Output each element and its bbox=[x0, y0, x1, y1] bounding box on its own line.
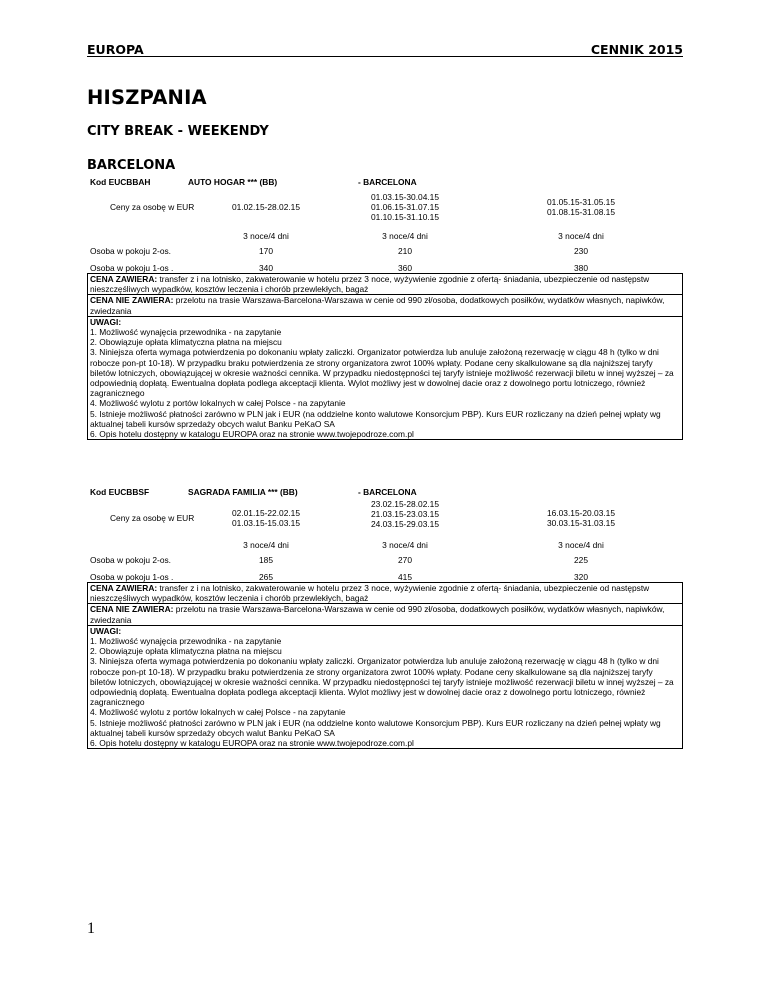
page-number: 1 bbox=[87, 920, 95, 937]
offer-notes bbox=[87, 273, 683, 440]
price-cell: 270 bbox=[398, 555, 412, 565]
period-date: 24.03.15-29.03.15 bbox=[371, 519, 439, 530]
nights-1: 3 noce/4 dni bbox=[243, 540, 289, 550]
uwagi-item: 2. Obowiązuje opłata klimatyczna płatna na miejscu bbox=[90, 646, 282, 657]
uwagi-item: 6. Opis hotelu dostępny w katalogu EUROPA oraz na stronie www.twojepodroze.com.pl bbox=[90, 429, 414, 440]
uwagi-item: 2. Obowiązuje opłata klimatyczna płatna na miejscu bbox=[90, 337, 282, 348]
period-date: 01.03.15-30.04.15 bbox=[371, 192, 439, 202]
city-title: BARCELONA bbox=[87, 158, 176, 173]
period-col-3 bbox=[481, 197, 681, 217]
uwagi-item: 3. Niniejsza oferta wymaga potwierdzenia po dokonaniu wpłaty zaliczki. Organizator potwierdza lub anuluje założoną rezerwację w ciągu 48 h (tylko w dni robocze pon-pt 10-18). W przypadku braku potwierdzenia ze strony organizatora zwrot 100% wpłaty. Podane ceny skalkulowane są dla najniższej taryfy biletów lotniczych, obowiązującej w okresie ważności cennika. W przypadku niedostępności tej taryfy istnieje możliwość rezerwacji biletu w innej wyższej – za odpowiednią dopłatą. Ewentualna dopłata podlega akceptacji klienta. Wylot możliwy jest w dowolnej dacie oraz z dowolnego portu lotniczego, również zagranicznego bbox=[90, 347, 674, 399]
uwagi-item: 3. Niniejsza oferta wymaga potwierdzenia po dokonaniu wpłaty zaliczki. Organizator potwierdza lub anuluje założoną rezerwację w ciągu 48 h (tylko w dni robocze pon-pt 10-18). W przypadku braku potwierdzenia ze strony organizatora zwrot 100% wpłaty. Podane ceny skalkulowane są dla najniższej taryfy biletów lotniczych, obowiązującej w okresie ważności cennika. W przypadku niedostępności tej taryfy istnieje możliwość rezerwacji biletu w innej wyższej – za odpowiednią dopłatą. Ewentualna dopłata podlega akceptacji klienta. Wylot możliwy jest w dowolnej dacie oraz z dowolnego portu lotniczego, również zagranicznego bbox=[90, 656, 674, 708]
header-left: EUROPA bbox=[87, 42, 144, 57]
uwagi-item: 5. Istnieje możliwość płatności zarówno w PLN jak i EUR (na oddzielne konto walutowe Konsorcjum PBP). Kurs EUR rozliczany na dzień pełnej wpłaty wg aktualnej tabeli kursów sprzedaży obcych walut Banku PeKaO SA bbox=[90, 408, 661, 429]
nights-2: 3 noce/4 dni bbox=[382, 540, 428, 550]
offer-notes bbox=[87, 582, 683, 749]
period-date: 02.01.15-22.02.15 bbox=[232, 508, 300, 518]
cena-nie-zawiera-box bbox=[88, 294, 682, 315]
page-header bbox=[87, 42, 683, 56]
cena-nie-zawiera-label: CENA NIE ZAWIERA: bbox=[90, 604, 174, 615]
nights-1: 3 noce/4 dni bbox=[243, 231, 289, 241]
row-label: Osoba w pokoju 1-os . bbox=[90, 572, 174, 582]
period-date: 01.08.15-31.08.15 bbox=[547, 207, 615, 218]
period-date: 01.02.15-28.02.15 bbox=[232, 202, 300, 212]
cena-zawiera-label: CENA ZAWIERA: bbox=[90, 274, 158, 284]
cena-zawiera-text: transfer z i na lotnisko, zakwaterowanie w hotelu przez 3 noce, wyżywienie zgodnie z ofertą- śniadania, ubezpieczenie od następstw nieszczęśliwych wypadków, kosztów leczenia i chorób przewlekłych, bagaż bbox=[90, 274, 650, 295]
page-title: HISZPANIA bbox=[87, 86, 207, 109]
offer-code: Kod EUCBBSF bbox=[90, 487, 150, 497]
header-right: CENNIK 2015 bbox=[590, 42, 683, 57]
nights-3: 3 noce/4 dni bbox=[558, 540, 604, 550]
price-cell: 340 bbox=[259, 263, 273, 273]
offer-block bbox=[87, 487, 683, 787]
period-date: 21.03.15-23.03.15 bbox=[371, 509, 439, 520]
cena-nie-zawiera-text: przelotu na trasie Warszawa-Barcelona-Warszawa w cenie od 990 zł/osoba, dodatkowych posiłków, wydatków własnych, napiwków, zwiedzania bbox=[90, 604, 665, 625]
period-col-2 bbox=[331, 499, 479, 530]
cena-zawiera-label: CENA ZAWIERA: bbox=[90, 583, 158, 593]
uwagi-box bbox=[88, 625, 682, 748]
uwagi-item: 4. Możliwość wylotu z portów lokalnych w całej Polsce - na zapytanie bbox=[90, 707, 346, 718]
cena-zawiera-box bbox=[88, 583, 682, 603]
price-cell: 225 bbox=[574, 555, 588, 565]
row-label: Osoba w pokoju 2-os. bbox=[90, 246, 172, 256]
row-label: Osoba w pokoju 2-os. bbox=[90, 555, 172, 565]
period-date: 01.06.15-31.07.15 bbox=[371, 202, 439, 213]
period-col-1 bbox=[203, 202, 329, 212]
cena-zawiera-box bbox=[88, 274, 682, 294]
offer-code: Kod EUCBBAH bbox=[90, 177, 151, 187]
destination: - BARCELONA bbox=[358, 487, 417, 497]
section-title: CITY BREAK - WEEKENDY bbox=[87, 124, 269, 139]
cena-nie-zawiera-box bbox=[88, 603, 682, 624]
cena-nie-zawiera-label: CENA NIE ZAWIERA: bbox=[90, 295, 174, 306]
uwagi-label: UWAGI: bbox=[90, 625, 122, 636]
price-cell: 320 bbox=[574, 572, 588, 582]
price-cell: 380 bbox=[574, 263, 588, 273]
period-col-2 bbox=[331, 192, 479, 223]
period-date: 16.03.15-20.03.15 bbox=[547, 508, 615, 518]
nights-2: 3 noce/4 dni bbox=[382, 231, 428, 241]
uwagi-item: 5. Istnieje możliwość płatności zarówno w PLN jak i EUR (na oddzielne konto walutowe Konsorcjum PBP). Kurs EUR rozliczany na dzień pełnej wpłaty wg aktualnej tabeli kursów sprzedaży obcych walut Banku PeKaO SA bbox=[90, 717, 661, 738]
uwagi-item: 1. Możliwość wynajęcia przewodnika - na zapytanie bbox=[90, 636, 282, 647]
uwagi-box bbox=[88, 316, 682, 439]
uwagi-label: UWAGI: bbox=[90, 316, 122, 327]
uwagi-item: 4. Możliwość wylotu z portów lokalnych w całej Polsce - na zapytanie bbox=[90, 398, 346, 409]
uwagi-item: 6. Opis hotelu dostępny w katalogu EUROPA oraz na stronie www.twojepodroze.com.pl bbox=[90, 738, 414, 749]
period-date: 23.02.15-28.02.15 bbox=[371, 499, 439, 509]
nights-3: 3 noce/4 dni bbox=[558, 231, 604, 241]
price-cell: 230 bbox=[574, 246, 588, 256]
period-date: 01.05.15-31.05.15 bbox=[547, 197, 615, 207]
price-cell: 185 bbox=[259, 555, 273, 565]
price-cell: 210 bbox=[398, 246, 412, 256]
price-cell: 360 bbox=[398, 263, 412, 273]
period-col-1 bbox=[203, 508, 329, 528]
header-rule bbox=[87, 56, 683, 57]
hotel-name: SAGRADA FAMILIA *** (BB) bbox=[188, 487, 298, 497]
hotel-name: AUTO HOGAR *** (BB) bbox=[188, 177, 278, 187]
destination: - BARCELONA bbox=[358, 177, 417, 187]
price-cell: 415 bbox=[398, 572, 412, 582]
price-cell: 265 bbox=[259, 572, 273, 582]
cena-zawiera-text: transfer z i na lotnisko, zakwaterowanie w hotelu przez 3 noce, wyżywienie zgodnie z ofertą- śniadania, ubezpieczenie od następstw nieszczęśliwych wypadków, kosztów leczenia i chorób przewlekłych, bagaż bbox=[90, 583, 650, 604]
period-date: 01.03.15-15.03.15 bbox=[232, 518, 300, 529]
cena-nie-zawiera-text: przelotu na trasie Warszawa-Barcelona-Warszawa w cenie od 990 zł/osoba, dodatkowych posiłków, wydatków własnych, napiwków, zwiedzania bbox=[90, 295, 665, 316]
period-col-3 bbox=[481, 508, 681, 528]
uwagi-item: 1. Możliwość wynajęcia przewodnika - na zapytanie bbox=[90, 327, 282, 338]
price-unit-label: Ceny za osobę w EUR bbox=[110, 513, 195, 523]
price-cell: 170 bbox=[259, 246, 273, 256]
period-date: 30.03.15-31.03.15 bbox=[547, 518, 615, 529]
offer-block bbox=[87, 177, 683, 477]
price-unit-label: Ceny za osobę w EUR bbox=[110, 202, 195, 212]
period-date: 01.10.15-31.10.15 bbox=[371, 212, 439, 223]
row-label: Osoba w pokoju 1-os . bbox=[90, 263, 174, 273]
